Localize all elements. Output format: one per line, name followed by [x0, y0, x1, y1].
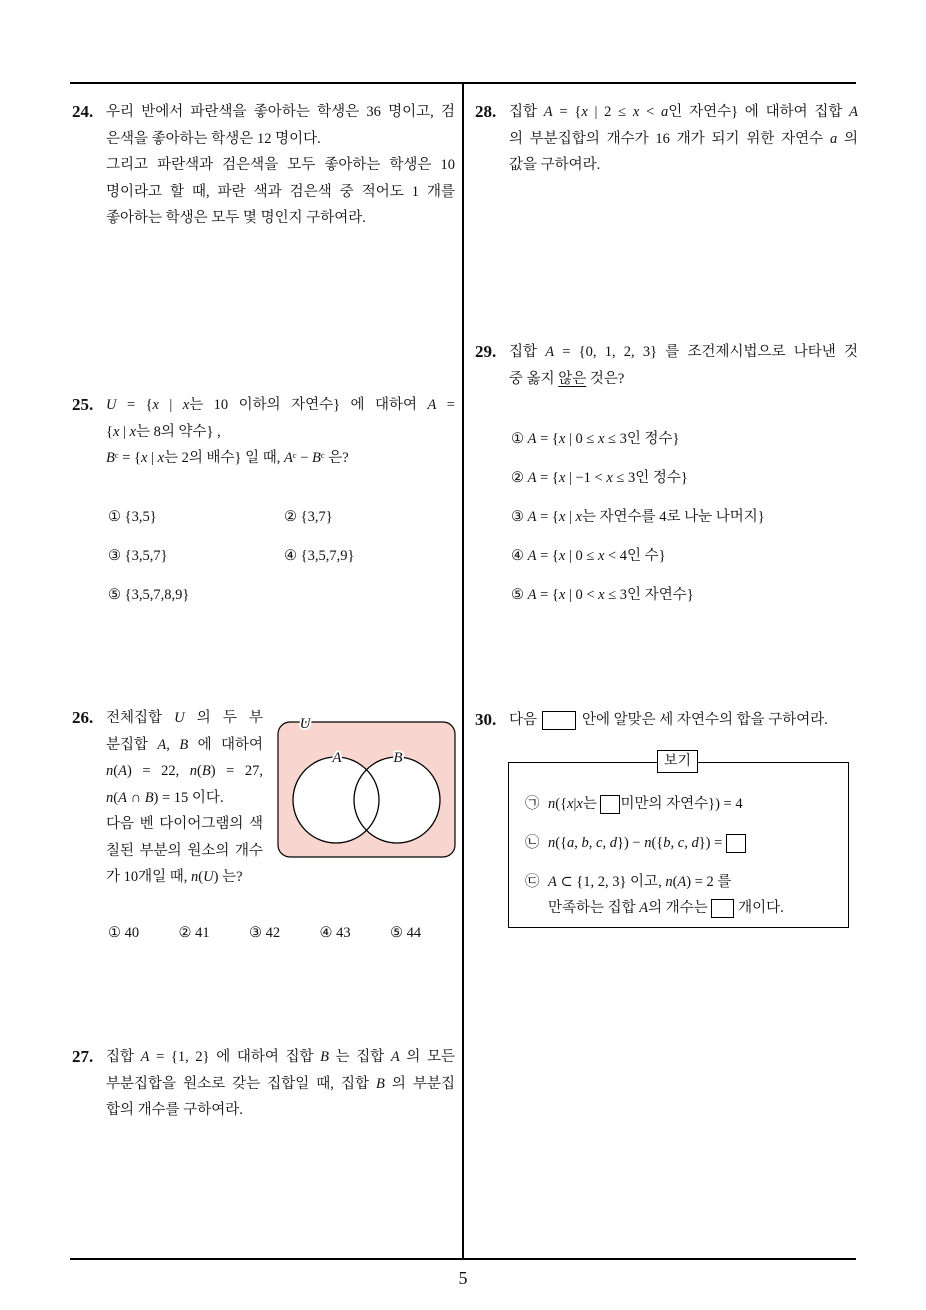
problem-line: 전체집합 U 의 두 부 — [106, 710, 263, 726]
item-text: 개이다. — [734, 900, 784, 916]
example-box-title: 보기 — [657, 750, 698, 773]
problem-number: 29. — [475, 342, 497, 361]
item-text: n({x|x는 — [548, 796, 601, 812]
answer-choices — [108, 920, 461, 947]
problem-line: 부분집합을 원소로 갖는 집합일 때, 집합 B 의 부분집 — [106, 1075, 455, 1092]
example-item-3-continued — [548, 895, 845, 922]
problem-line: 그리고 파란색과 검은색을 모두 좋아하는 학생은 10 — [106, 157, 455, 173]
choice-2: ② {3,7} — [284, 509, 333, 525]
problem-line: 집합 A = {0, 1, 2, 3} 를 조건제시법으로 나타낸 것 — [509, 344, 858, 360]
problem-text — [106, 99, 455, 232]
problem-line: U = {x | x는 10 이하의 자연수} 에 대하여 A = — [106, 397, 455, 413]
problem-line: {x | x는 8의 약수} , — [106, 423, 221, 440]
problem-line: 의 부분집합의 개수가 16 개가 되기 위한 자연수 a 의 — [509, 130, 858, 147]
problem-text — [509, 707, 858, 734]
underlined-emphasis: 않은 — [558, 370, 587, 387]
problem-number: 28. — [475, 102, 497, 121]
problem-line: 좋아하는 학생은 모두 몇 명인지 구하여라. — [106, 210, 366, 226]
answer-blank-box — [726, 834, 746, 853]
choice-4: ④ 43 — [319, 925, 351, 941]
line-text: 것은? — [586, 370, 625, 387]
item-text: 만족하는 집합 A의 개수는 — [548, 900, 712, 916]
example-item-2 — [525, 830, 845, 857]
problem-number: 25. — [72, 395, 94, 414]
item-marker: ㉢ — [525, 874, 540, 890]
choice-5: ⑤ A = {x | 0 < x ≤ 3인 자연수} — [511, 587, 694, 603]
problem-line: 가 10개일 때, n(U) 는? — [106, 869, 243, 885]
problem-line: n(A ∩ B) = 15 이다. — [106, 789, 224, 806]
choice-1: ① 40 — [108, 925, 140, 941]
line-text: 중 옳지 — [509, 370, 559, 387]
item-text: A ⊂ {1, 2, 3} 이고, n(A) = 2 를 — [548, 874, 732, 890]
problem-line: 칠된 부분의 원소의 개수 — [106, 842, 263, 859]
choice-4: ④ A = {x | 0 ≤ x < 4인 수} — [511, 548, 666, 564]
problem-number: 30. — [475, 710, 497, 729]
problem-text — [106, 705, 263, 891]
choice-1: ① {3,5} — [108, 509, 157, 525]
choice-2: ② A = {x | −1 < x ≤ 3인 정수} — [511, 470, 688, 486]
problem-line: Bᶜ = {x | x는 2의 배수} 일 때, Aᶜ − Bᶜ 은? — [106, 450, 349, 466]
item-text: 미만의 자연수}) = 4 — [620, 796, 743, 812]
problem-line: 값을 구하여라. — [509, 157, 601, 173]
line-text: 다음 — [509, 712, 538, 728]
item-marker: ㉠ — [525, 796, 540, 812]
item-marker: ㉡ — [525, 835, 540, 851]
answer-blank-box — [542, 711, 576, 730]
line-text: 안에 알맞은 세 자연수의 합을 구하여라. — [582, 712, 828, 728]
page-number: 5 — [458, 1268, 468, 1288]
problem-number: 27. — [72, 1047, 94, 1066]
problem-line: 집합 A = {x | 2 ≤ x < a인 자연수} 에 대하여 집합 A — [509, 104, 858, 120]
problem-text — [106, 392, 455, 472]
set-a-label: A — [332, 750, 342, 766]
problem-line: 분집합 A, B 에 대하여 — [106, 736, 263, 753]
answer-choices — [511, 426, 858, 609]
choice-2: ② 41 — [178, 925, 210, 941]
venn-diagram — [276, 716, 460, 862]
problem-number: 26. — [72, 708, 94, 727]
universe-label: U — [299, 716, 311, 732]
answer-choices — [108, 504, 460, 609]
choice-3: ③ {3,5,7} — [108, 548, 168, 564]
problem-line: n(A) = 22, n(B) = 27, — [106, 763, 263, 779]
problem-line: 은색을 좋아하는 학생은 12 명이다. — [106, 130, 321, 147]
choice-5: ⑤ {3,5,7,8,9} — [108, 587, 190, 603]
answer-blank-box — [600, 795, 620, 814]
choice-3: ③ 42 — [249, 925, 281, 941]
example-item-1 — [525, 791, 845, 818]
choice-3: ③ A = {x | x는 자연수를 4로 나눈 나머지} — [511, 509, 765, 525]
set-b-label: B — [393, 750, 403, 766]
problem-line: 다음 벤 다이어그램의 색 — [106, 816, 263, 832]
problem-line: 집합 A = {1, 2} 에 대하여 집합 B 는 집합 A 의 모든 — [106, 1049, 455, 1065]
problem-text — [509, 99, 858, 179]
problem-line: 합의 개수를 구하여라. — [106, 1102, 243, 1118]
problem-line — [509, 366, 858, 393]
bottom-rule — [70, 1258, 856, 1260]
problem-number: 24. — [72, 102, 94, 121]
answer-blank-box — [711, 899, 734, 918]
problem-line: 명이라고 할 때, 파란 색과 검은색 중 적어도 1 개를 — [106, 183, 455, 200]
column-divider — [462, 82, 464, 1259]
choice-1: ① A = {x | 0 ≤ x ≤ 3인 정수} — [511, 431, 680, 447]
choice-5: ⑤ 44 — [390, 925, 422, 941]
problem-line: 우리 반에서 파란색을 좋아하는 학생은 36 명이고, 검 — [106, 104, 455, 120]
problem-text — [106, 1044, 455, 1124]
item-text: n({a, b, c, d}) − n({b, c, d}) = — [548, 835, 726, 851]
problem-text — [509, 339, 858, 392]
example-item-3 — [525, 869, 845, 896]
choice-4: ④ {3,5,7,9} — [284, 548, 355, 564]
